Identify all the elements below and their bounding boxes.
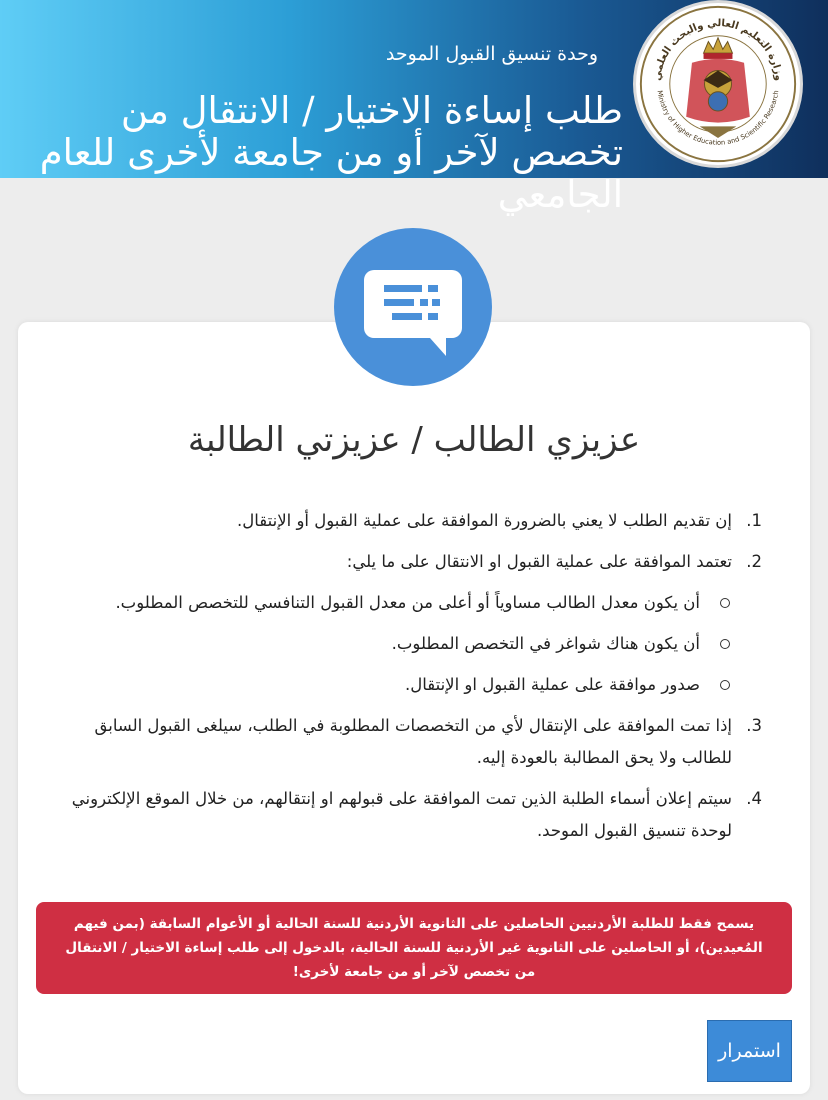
header-banner [0, 0, 828, 216]
item-number: 4. [746, 789, 762, 808]
svg-text:Ministry of Higher Education a: Ministry of Higher Education and Scientific Research [655, 89, 781, 147]
sub-item-text: أن يكون معدل الطالب مساوياً أو أعلى من معدل القبول التنافسي للتخصص المطلوب. [115, 593, 700, 612]
svg-text:وزارة التعليم العالي والبحث ال: وزارة التعليم العالي والبحث العلمي [652, 17, 784, 82]
sub-item-text: أن يكون هناك شواغر في التخصص المطلوب. [391, 634, 700, 653]
list-item [52, 783, 762, 847]
item-number: 3. [746, 716, 762, 735]
item-number: 1. [746, 511, 762, 530]
list-item [52, 546, 762, 578]
chat-list-icon [334, 228, 492, 386]
sub-list [52, 587, 732, 701]
page-title: طلب إساءة الاختيار / الانتقال من تخصص لآخر أو من جامعة لأخرى للعام الجامعي [39, 89, 623, 216]
continue-button[interactable]: استمرار [707, 1020, 792, 1082]
sub-item-text: صدور موافقة على عملية القبول او الإنتقال. [404, 675, 700, 694]
sub-list-item [52, 669, 732, 701]
circle-bullet-icon [720, 680, 730, 690]
eligibility-alert: يسمح فقط للطلبة الأردنيين الحاصلين على الثانوية الأردنية للسنة الحالية أو الأعوام السابقة (بمن فيهم المُعيدين)، أو الحاصلين على الثانوية غير الأردنية للسنة الحالية، بالدخول إلى طلب إساءة الاختيار / الانتقال من تخصص لآخر أو من جامعة لأخرى! [36, 902, 792, 994]
list-item [52, 505, 762, 537]
list-item [52, 710, 762, 774]
circle-bullet-icon [720, 598, 730, 608]
item-text: إذا تمت الموافقة على الإنتقال لأي من التخصصات المطلوبة في الطلب، سيلغى القبول السابق للطالب ولا يحق المطالبة بالعودة إليه. [94, 716, 732, 767]
item-text: تعتمد الموافقة على عملية القبول او الانتقال على ما يلي: [346, 552, 732, 571]
circle-bullet-icon [720, 639, 730, 649]
ministry-seal-icon [636, 3, 800, 165]
sub-list-item [52, 587, 732, 619]
item-text: سيتم إعلان أسماء الطلبة الذين تمت الموافقة على قبولهم او إنتقالهم، من خلال الموقع الإلكتروني لوحدة تنسيق القبول الموحد. [71, 789, 732, 840]
item-text: إن تقديم الطلب لا يعني بالضرورة الموافقة على عملية القبول أو الإنتقال. [237, 511, 732, 530]
item-number: 2. [746, 552, 762, 571]
greeting-heading: عزيزي الطالب / عزيزتي الطالبة [187, 420, 641, 460]
notes-list [52, 505, 762, 856]
sub-list-item [52, 628, 732, 660]
ministry-logo [633, 0, 803, 168]
unit-name: وحدة تنسيق القبول الموحد [385, 43, 598, 65]
